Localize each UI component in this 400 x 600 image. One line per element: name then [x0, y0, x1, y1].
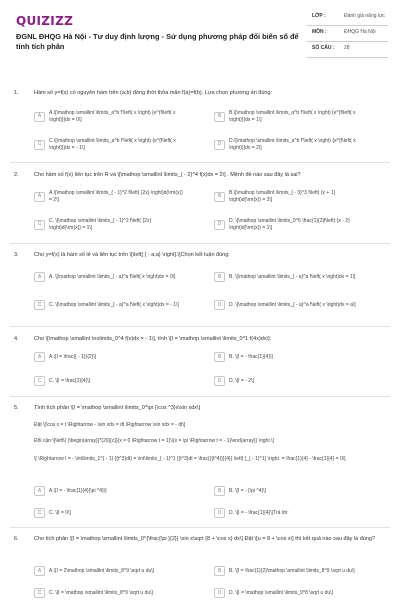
option-b[interactable] [214, 486, 364, 496]
option-letter: D [214, 508, 225, 518]
option-text: D. \[\mathop \smallint \limits_0^6 \frac{1}{2}f\left( {x - 2} \right)d(\rm{x}) = 1\] [229, 218, 350, 231]
question-number: 3. [14, 252, 19, 258]
option-letter: C [34, 508, 45, 518]
option-letter: B [214, 352, 225, 362]
option-text: D. \[I = - \frac{1}{4}\]Trả lời: [229, 509, 289, 516]
option-letter: C [34, 220, 45, 230]
option-a[interactable] [34, 190, 184, 203]
solution-line: Đặt \[\cos x = t \Rightarrow - \sin xdx = dt \Rightarrow \sin xdx = - dt\] [34, 422, 186, 428]
question-text: Cho hàm số f(x) liên tục trên R và \[\mathop \smallint \limits_{ - 2}^4 f(x)dx = 2\] . Mệnh đề nào sau đây là sai? [34, 172, 301, 178]
option-a[interactable] [34, 566, 184, 576]
meta-value: 28 [344, 45, 350, 51]
meta-row-class [306, 10, 388, 26]
meta-label: LỚP : [312, 13, 326, 19]
option-d[interactable] [214, 300, 364, 310]
option-text: D.\[\mathop \smallint \limits_a^b f'\left( x \right) {e^{f\left( x \right)}}dx = 2\] [229, 138, 356, 151]
option-letter: B [214, 486, 225, 496]
option-text: B. \[I = - {\pi ^4}\] [229, 487, 266, 494]
option-c[interactable] [34, 218, 184, 231]
option-text: C.\[\mathop \smallint \limits_a^b f'\left( x \right) {e^{f\left( x \right)}}dx = - 1\] [49, 138, 176, 151]
question-divider [10, 243, 390, 244]
meta-row-count [306, 42, 388, 58]
option-text: C. \[\mathop \smallint \limits_{ - a}^a f\left( x \right)dx = - 1\] [49, 301, 179, 308]
question-divider [10, 527, 390, 528]
question-number: 2. [14, 172, 19, 178]
option-d[interactable] [214, 138, 364, 151]
option-text: B. \[I = - \frac{1}{4}\] [229, 353, 273, 360]
option-letter: B [214, 566, 225, 576]
option-b[interactable] [214, 566, 364, 576]
option-letter: B [214, 112, 225, 122]
meta-value: ĐHQG Hà Nội [344, 29, 376, 35]
option-c[interactable] [34, 508, 184, 518]
solution-line: Đổi cận:\[\left\{ {\begin{array}{*{20}{c}}{x = 0 \Rightarrow t = 1}\\{x = \pi \Rightarrow t = - 1}\end{array}} \right.\] [34, 438, 274, 444]
question-number: 5. [14, 405, 19, 411]
worksheet-meta [306, 10, 388, 58]
option-text: C. \[I = \frac{1}{4}\] [49, 377, 90, 384]
option-letter: C [34, 376, 45, 386]
question-text: Tính tích phân \[I = \mathop \smallint \limits_0^\pi {\cos ^3}x\sin xdx\] [34, 405, 201, 411]
option-text: A.\[I = \frac{{ - 1}}{2}\] [49, 353, 97, 360]
question-number: 4. [14, 336, 19, 342]
option-text: A.\[\mathop \smallint \limits_a^b f'\left( x \right) {e^{f\left( x \right)}}dx = 0\] [49, 110, 176, 123]
option-letter: C [34, 140, 45, 150]
question-text: Cho \[\mathop \smallint \nolimits_0^4 f(x)dx = - 1\], tính \[I = \mathop \smallint \limits_0^1 f(4x)dx\]: [34, 336, 272, 342]
option-text: B.\[\mathop \smallint \limits_{ - 3}^3 f\left( {x + 1} \right)d(\rm{x}) = 2\] [229, 190, 336, 203]
option-letter: A [34, 272, 45, 282]
option-b[interactable] [214, 352, 364, 362]
option-text: B.\[\mathop \smallint \limits_a^b f'\left( x \right) {e^{f\left( x \right)}}dx = 1\] [229, 110, 356, 123]
question-divider [10, 396, 390, 397]
option-text: C. \[\mathop \smallint \limits_{ - 1}^2 f\left( {2x} \right)d(\rm{x}) = 1\] [49, 218, 152, 231]
option-d[interactable] [214, 218, 364, 231]
option-letter: B [214, 192, 225, 202]
option-letter: D [214, 220, 225, 230]
option-letter: B [214, 272, 225, 282]
option-letter: C [34, 588, 45, 598]
option-letter: A [34, 566, 45, 576]
option-letter: D [214, 300, 225, 310]
question-text: Cho tích phân \[I = \mathop \smallint \limits_0^{\frac{\pi }{2}} \sin x\sqrt {8 + \cos x} dx\] Đặt \[u = 8 + \cos x\] thì kết quả nào sau đây là đúng? [34, 536, 376, 542]
question-text: Hàm số y=f(x) có nguyên hàm trên (a;b) đồng thời thỏa mãn f(a)=f(b). Lựa chọn phương án đúng: [34, 90, 273, 96]
question-number: 6. [14, 536, 19, 542]
option-letter: A [34, 486, 45, 496]
option-a[interactable] [34, 272, 184, 282]
worksheet-title: ĐGNL ĐHQG Hà Nội - Tư duy định lượng - Sử dụng phương pháp đổi biến số để tính tích phân [16, 32, 299, 51]
option-text: C. \[I = 0\] [49, 509, 71, 516]
option-letter: D [214, 376, 225, 386]
option-text: D. \[\mathop \smallint \limits_{ - a}^a f\left( x \right)dx = a\] [229, 301, 356, 308]
option-a[interactable] [34, 110, 184, 123]
option-b[interactable] [214, 110, 364, 123]
option-letter: A [34, 192, 45, 202]
option-c[interactable] [34, 138, 184, 151]
option-text: B. \[\mathop \smallint \limits_{ - a}^a f\left( x \right)dx = 1\] [229, 273, 356, 280]
option-letter: D [214, 140, 225, 150]
option-d[interactable] [214, 588, 364, 598]
option-letter: C [34, 300, 45, 310]
option-a[interactable] [34, 352, 184, 362]
solution-line: \[ \Rightarrow I = - \int\limits_1^{ - 1} {{t^3}dt} = \int\limits_{ - 1}^1 {{t^3}dt = \frac{{{t^4}}}{4}} \left| {_{ - 1}^1} \right. = \frac{1}{4} - \frac{1}{4} = 0\] [34, 456, 346, 462]
option-b[interactable] [214, 272, 364, 282]
option-c[interactable] [34, 376, 184, 386]
option-c[interactable] [34, 300, 184, 310]
option-letter: D [214, 588, 225, 598]
option-text: A. \[\mathop \smallint \limits_{ - a}^a f\left( x \right)dx = 0\] [49, 273, 176, 280]
option-text: A.\[\mathop \smallint \limits_{ - 1}^2 f\left( {2x} \right)d(\rm{x}) = 2\] [49, 190, 183, 203]
question-divider [10, 162, 390, 163]
option-text: A.\[I = 2\mathop \smallint \limits_8^9 \sqrt u du\] [49, 567, 155, 574]
option-text: A.\[I = - \frac{1}{4}{\pi ^4}\] [49, 487, 107, 494]
option-letter: A [34, 352, 45, 362]
meta-value: Đánh giá năng lực [344, 13, 385, 19]
question-text: Cho y=f(x) là hàm số lẻ và liên tục trên \[\left[ { - a;a} \right].\]Chọn kết luận đúng: [34, 252, 230, 258]
question-divider [10, 326, 390, 327]
option-c[interactable] [34, 588, 184, 598]
option-d[interactable] [214, 508, 364, 518]
meta-label: MÔN : [312, 29, 327, 35]
question-number: 1. [14, 90, 19, 96]
option-text: C. \[I = \mathop \smallint \limits_8^9 \sqrt u du\] [49, 589, 153, 596]
option-text: D. \[I = \mathop \smallint \limits_9^8 \sqrt u du\] [229, 589, 333, 596]
quizizz-logo: QUIZIZZ [16, 14, 74, 28]
meta-row-subject [306, 26, 388, 42]
meta-label: SỐ CÂU : [312, 45, 335, 51]
option-letter: A [34, 112, 45, 122]
option-b[interactable] [214, 190, 364, 203]
option-a[interactable] [34, 486, 184, 496]
option-text: D. \[I = - 2\] [229, 377, 254, 384]
option-text: B. \[I = \frac{1}{2}\mathop \smallint \limits_8^9 \sqrt u du\] [229, 567, 355, 574]
option-d[interactable] [214, 376, 364, 386]
worksheet-header [0, 0, 400, 72]
